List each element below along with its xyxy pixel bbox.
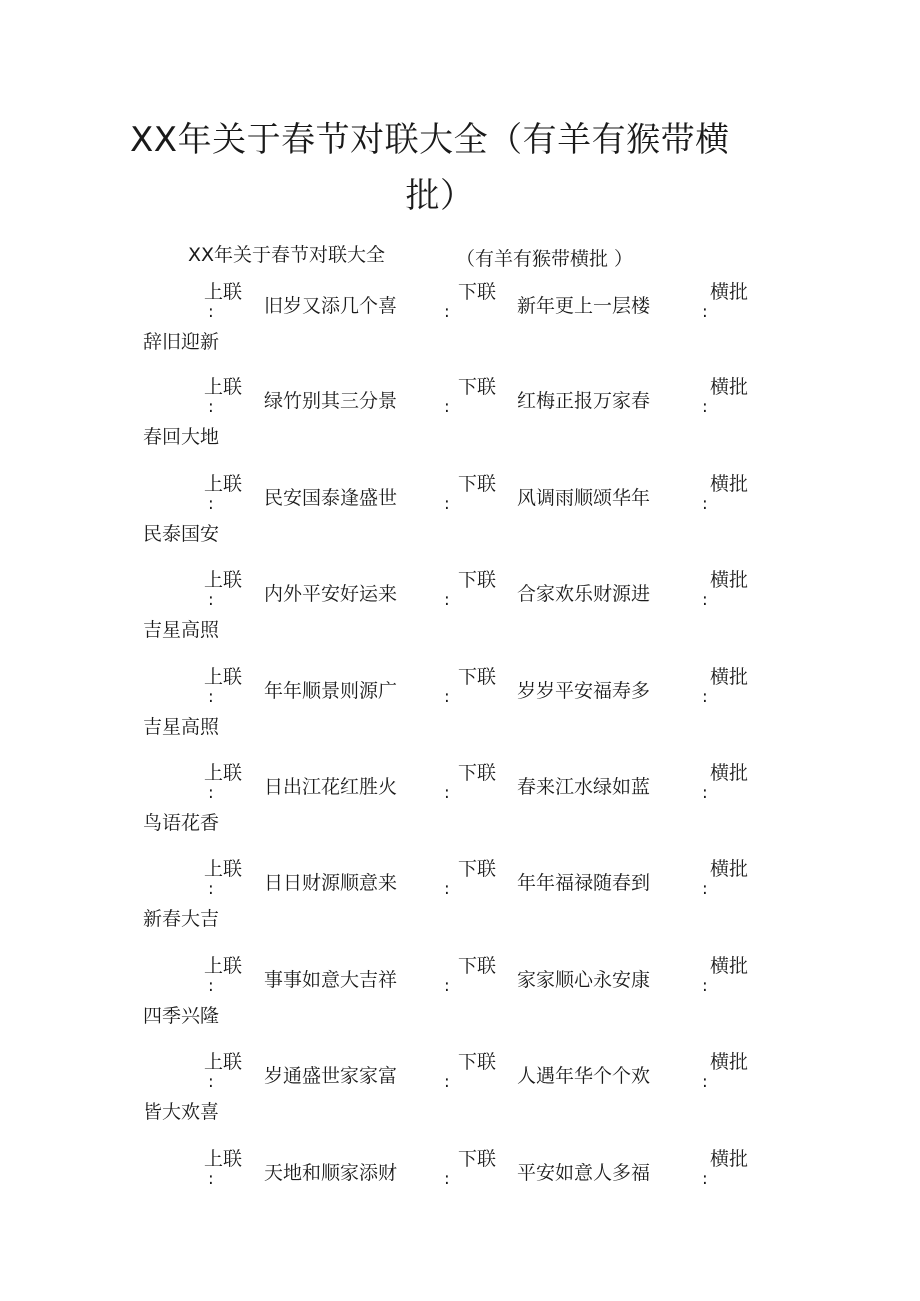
lower-couplet: 家家顺心永安康 — [517, 969, 651, 991]
lower-colon: : — [444, 879, 450, 899]
banner-colon: : — [702, 976, 708, 996]
banner-label: 横批 — [710, 858, 749, 880]
banner-label: 横批 — [710, 376, 749, 398]
banner-text: 四季兴隆 — [143, 1005, 220, 1027]
lower-colon: : — [444, 783, 450, 803]
couplet-entry — [0, 281, 920, 353]
banner-text: 吉星高照 — [143, 716, 220, 738]
upper-colon: : — [208, 879, 214, 899]
upper-label: 上联 — [204, 376, 243, 398]
upper-label: 上联 — [204, 955, 243, 977]
couplet-entry — [0, 376, 920, 448]
lower-colon: : — [444, 590, 450, 610]
couplet-entry — [0, 1051, 920, 1123]
banner-colon: : — [702, 494, 708, 514]
lower-couplet: 年年福禄随春到 — [517, 872, 651, 894]
banner-label: 横批 — [710, 666, 749, 688]
couplet-entry — [0, 473, 920, 545]
lower-couplet: 合家欢乐财源进 — [517, 583, 651, 605]
upper-label: 上联 — [204, 473, 243, 495]
upper-colon: : — [208, 1169, 214, 1189]
lower-label: 下联 — [458, 473, 497, 495]
title-line-2: 批） — [405, 176, 475, 216]
subtitle-part-1: XX年关于春节对联大全 — [188, 244, 386, 266]
upper-colon: : — [208, 976, 214, 996]
banner-colon: : — [702, 1072, 708, 1092]
lower-couplet: 新年更上一层楼 — [517, 295, 651, 317]
lower-couplet: 春来江水绿如蓝 — [517, 776, 651, 798]
subtitle-part-2: （有羊有猴带横批 ） — [456, 248, 634, 270]
lower-colon: : — [444, 687, 450, 707]
upper-couplet: 日日财源顺意来 — [264, 872, 398, 894]
banner-text: 鸟语花香 — [143, 812, 220, 834]
upper-label: 上联 — [204, 666, 243, 688]
lower-couplet: 风调雨顺颂华年 — [517, 487, 651, 509]
lower-label: 下联 — [458, 1148, 497, 1170]
banner-text: 辞旧迎新 — [143, 331, 220, 353]
lower-label: 下联 — [458, 569, 497, 591]
upper-label: 上联 — [204, 569, 243, 591]
banner-colon: : — [702, 783, 708, 803]
couplet-entry — [0, 569, 920, 641]
banner-text: 皆大欢喜 — [143, 1101, 220, 1123]
document-title — [130, 112, 750, 224]
lower-label: 下联 — [458, 762, 497, 784]
upper-couplet: 旧岁又添几个喜 — [264, 295, 398, 317]
lower-colon: : — [444, 494, 450, 514]
upper-colon: : — [208, 302, 214, 322]
upper-label: 上联 — [204, 858, 243, 880]
upper-couplet: 年年顺景则源广 — [264, 680, 398, 702]
upper-colon: : — [208, 397, 214, 417]
banner-text: 民泰国安 — [143, 523, 220, 545]
lower-label: 下联 — [458, 666, 497, 688]
upper-colon: : — [208, 783, 214, 803]
upper-couplet: 民安国泰逢盛世 — [264, 487, 398, 509]
upper-couplet: 事事如意大吉祥 — [264, 969, 398, 991]
upper-label: 上联 — [204, 1148, 243, 1170]
lower-couplet: 平安如意人多福 — [517, 1162, 651, 1184]
upper-colon: : — [208, 590, 214, 610]
banner-text: 新春大吉 — [143, 908, 220, 930]
lower-colon: : — [444, 1072, 450, 1092]
lower-colon: : — [444, 1169, 450, 1189]
banner-colon: : — [702, 397, 708, 417]
document-subtitle — [188, 240, 634, 270]
lower-colon: : — [444, 976, 450, 996]
couplet-entry — [0, 762, 920, 834]
lower-colon: : — [444, 302, 450, 322]
couplet-entry — [0, 858, 920, 930]
banner-label: 横批 — [710, 473, 749, 495]
couplet-entry — [0, 1148, 920, 1208]
banner-label: 横批 — [710, 569, 749, 591]
upper-label: 上联 — [204, 281, 243, 303]
upper-couplet: 内外平安好运来 — [264, 583, 398, 605]
upper-couplet: 绿竹别其三分景 — [264, 390, 398, 412]
title-line-1: XX年关于春节对联大全（有羊有猴带横 — [130, 120, 730, 160]
couplet-entry — [0, 666, 920, 738]
lower-label: 下联 — [458, 1051, 497, 1073]
upper-colon: : — [208, 1072, 214, 1092]
banner-colon: : — [702, 879, 708, 899]
lower-label: 下联 — [458, 376, 497, 398]
banner-colon: : — [702, 687, 708, 707]
lower-label: 下联 — [458, 858, 497, 880]
upper-couplet: 天地和顺家添财 — [264, 1162, 398, 1184]
banner-text: 春回大地 — [143, 426, 220, 448]
couplet-entry — [0, 955, 920, 1027]
banner-text: 吉星高照 — [143, 619, 220, 641]
banner-label: 横批 — [710, 281, 749, 303]
banner-colon: : — [702, 1169, 708, 1189]
banner-label: 横批 — [710, 762, 749, 784]
banner-label: 横批 — [710, 1148, 749, 1170]
banner-colon: : — [702, 590, 708, 610]
upper-label: 上联 — [204, 762, 243, 784]
lower-couplet: 岁岁平安福寿多 — [517, 680, 651, 702]
lower-colon: : — [444, 397, 450, 417]
banner-label: 横批 — [710, 955, 749, 977]
upper-label: 上联 — [204, 1051, 243, 1073]
lower-label: 下联 — [458, 955, 497, 977]
upper-colon: : — [208, 687, 214, 707]
upper-couplet: 日出江花红胜火 — [264, 776, 398, 798]
banner-colon: : — [702, 302, 708, 322]
upper-colon: : — [208, 494, 214, 514]
lower-label: 下联 — [458, 281, 497, 303]
lower-couplet: 红梅正报万家春 — [517, 390, 651, 412]
lower-couplet: 人遇年华个个欢 — [517, 1065, 651, 1087]
upper-couplet: 岁通盛世家家富 — [264, 1065, 398, 1087]
banner-label: 横批 — [710, 1051, 749, 1073]
